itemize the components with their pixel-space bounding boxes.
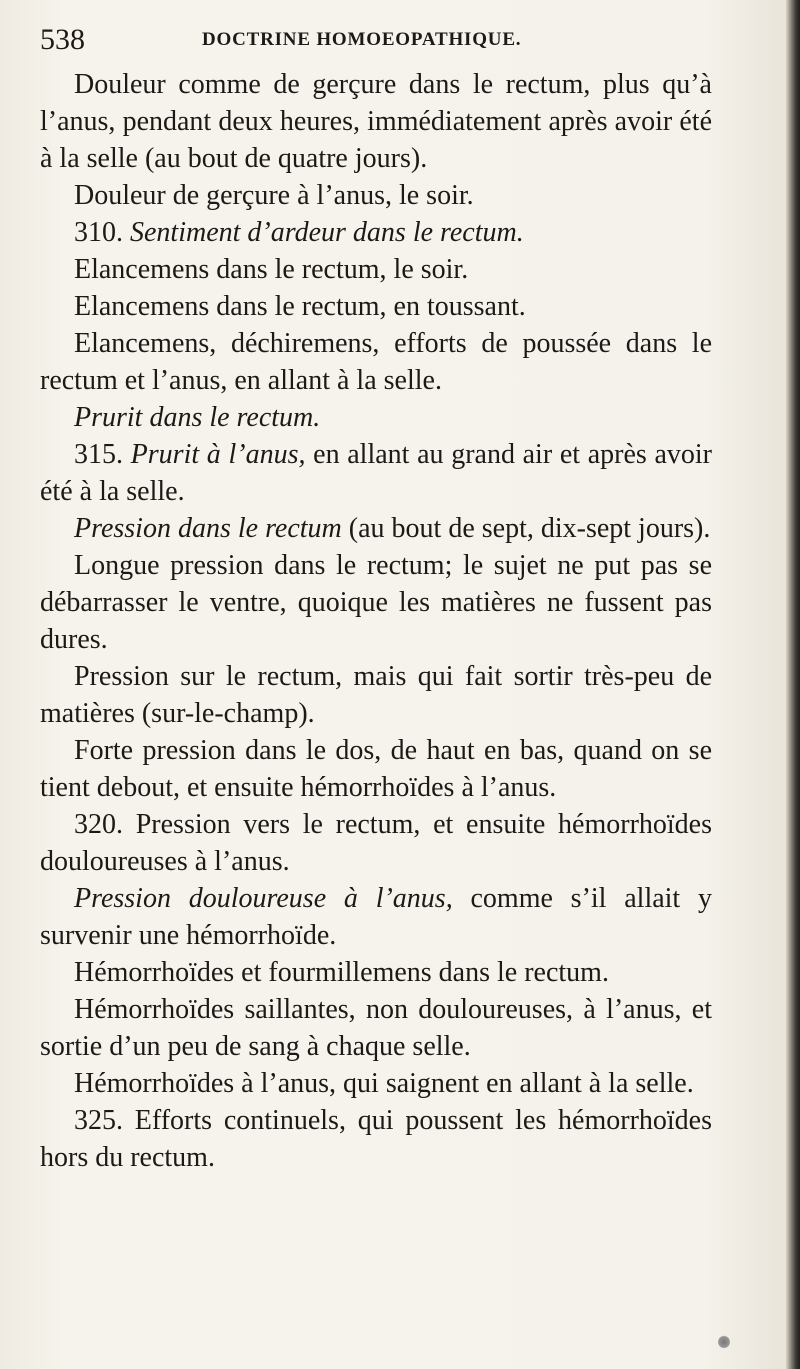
page-edge-shadow [786,0,800,1369]
text-run: Douleur de gerçure à l’anus, le soir. [74,180,474,211]
paragraph [40,214,712,251]
running-head: DOCTRINE HOMOEOPATHIQUE. [202,29,522,50]
paragraph [40,954,712,991]
italic-run: Sentiment d’ardeur dans le rectum. [130,217,524,248]
paragraph [40,399,712,436]
paragraph [40,1102,712,1176]
paragraph [40,658,712,732]
body-text [40,66,712,1176]
text-run: Pression sur le rectum, mais qui fait sortir très-peu de matières (sur-le-champ). [40,661,712,729]
text-run: Longue pression dans le rectum; le sujet ne put pas se débarrasser le ventre, quoique les matières ne fussent pas dures. [40,550,712,655]
text-run: Elancemens dans le rectum, le soir. [74,254,469,285]
paragraph [40,325,712,399]
text-run: 325. Efforts continuels, qui poussent les hémorrhoïdes hors du rectum. [40,1105,712,1173]
paragraph [40,1065,712,1102]
text-run: comme s’il allait y survenir une hémorrhoïde. [40,883,712,951]
italic-run: Prurit dans le rectum. [74,402,321,433]
text-run: Hémorrhoïdes à l’anus, qui saignent en allant à la selle. [74,1068,694,1099]
italic-run: Pression douloureuse à l’anus, [74,883,453,914]
ink-blot-mark [718,1335,730,1349]
paragraph [40,251,712,288]
text-run: 310. [74,217,130,248]
italic-run: Pression dans le rectum [74,513,342,544]
text-run: Elancemens dans le rectum, en toussant. [74,291,526,322]
text-run: Elancemens, déchiremens, efforts de poussée dans le rectum et l’anus, en allant à la selle. [40,328,712,396]
paragraph [40,510,712,547]
text-run: Hémorrhoïdes saillantes, non douloureuses, à l’anus, et sortie d’un peu de sang à chaque selle. [40,994,712,1062]
paragraph [40,880,712,954]
paragraph [40,177,712,214]
paragraph [40,436,712,510]
text-run: Hémorrhoïdes et fourmillemens dans le rectum. [74,957,609,988]
paragraph [40,732,712,806]
paragraph [40,288,712,325]
text-run: en allant au grand air et après avoir été à la selle. [40,439,712,507]
paragraph [40,806,712,880]
text-run: 320. Pression vers le rectum, et ensuite hémorrhoïdes douloureuses à l’anus. [40,809,712,877]
text-run: 315. [74,439,131,470]
italic-run: Prurit à l’anus, [130,439,306,470]
text-run: Forte pression dans le dos, de haut en bas, quand on se tient debout, et ensuite hémorrhoïdes à l’anus. [40,735,712,803]
paragraph [40,991,712,1065]
paragraph [40,547,712,658]
page-number: 538 [40,23,85,56]
paragraph [40,66,712,177]
text-run: (au bout de sept, dix-sept jours). [341,513,711,544]
text-run: Douleur comme de gerçure dans le rectum, plus qu’à l’anus, pendant deux heures, immédiatement après avoir été à la selle (au bout de quatre jours). [40,69,712,174]
page-header [40,22,730,62]
